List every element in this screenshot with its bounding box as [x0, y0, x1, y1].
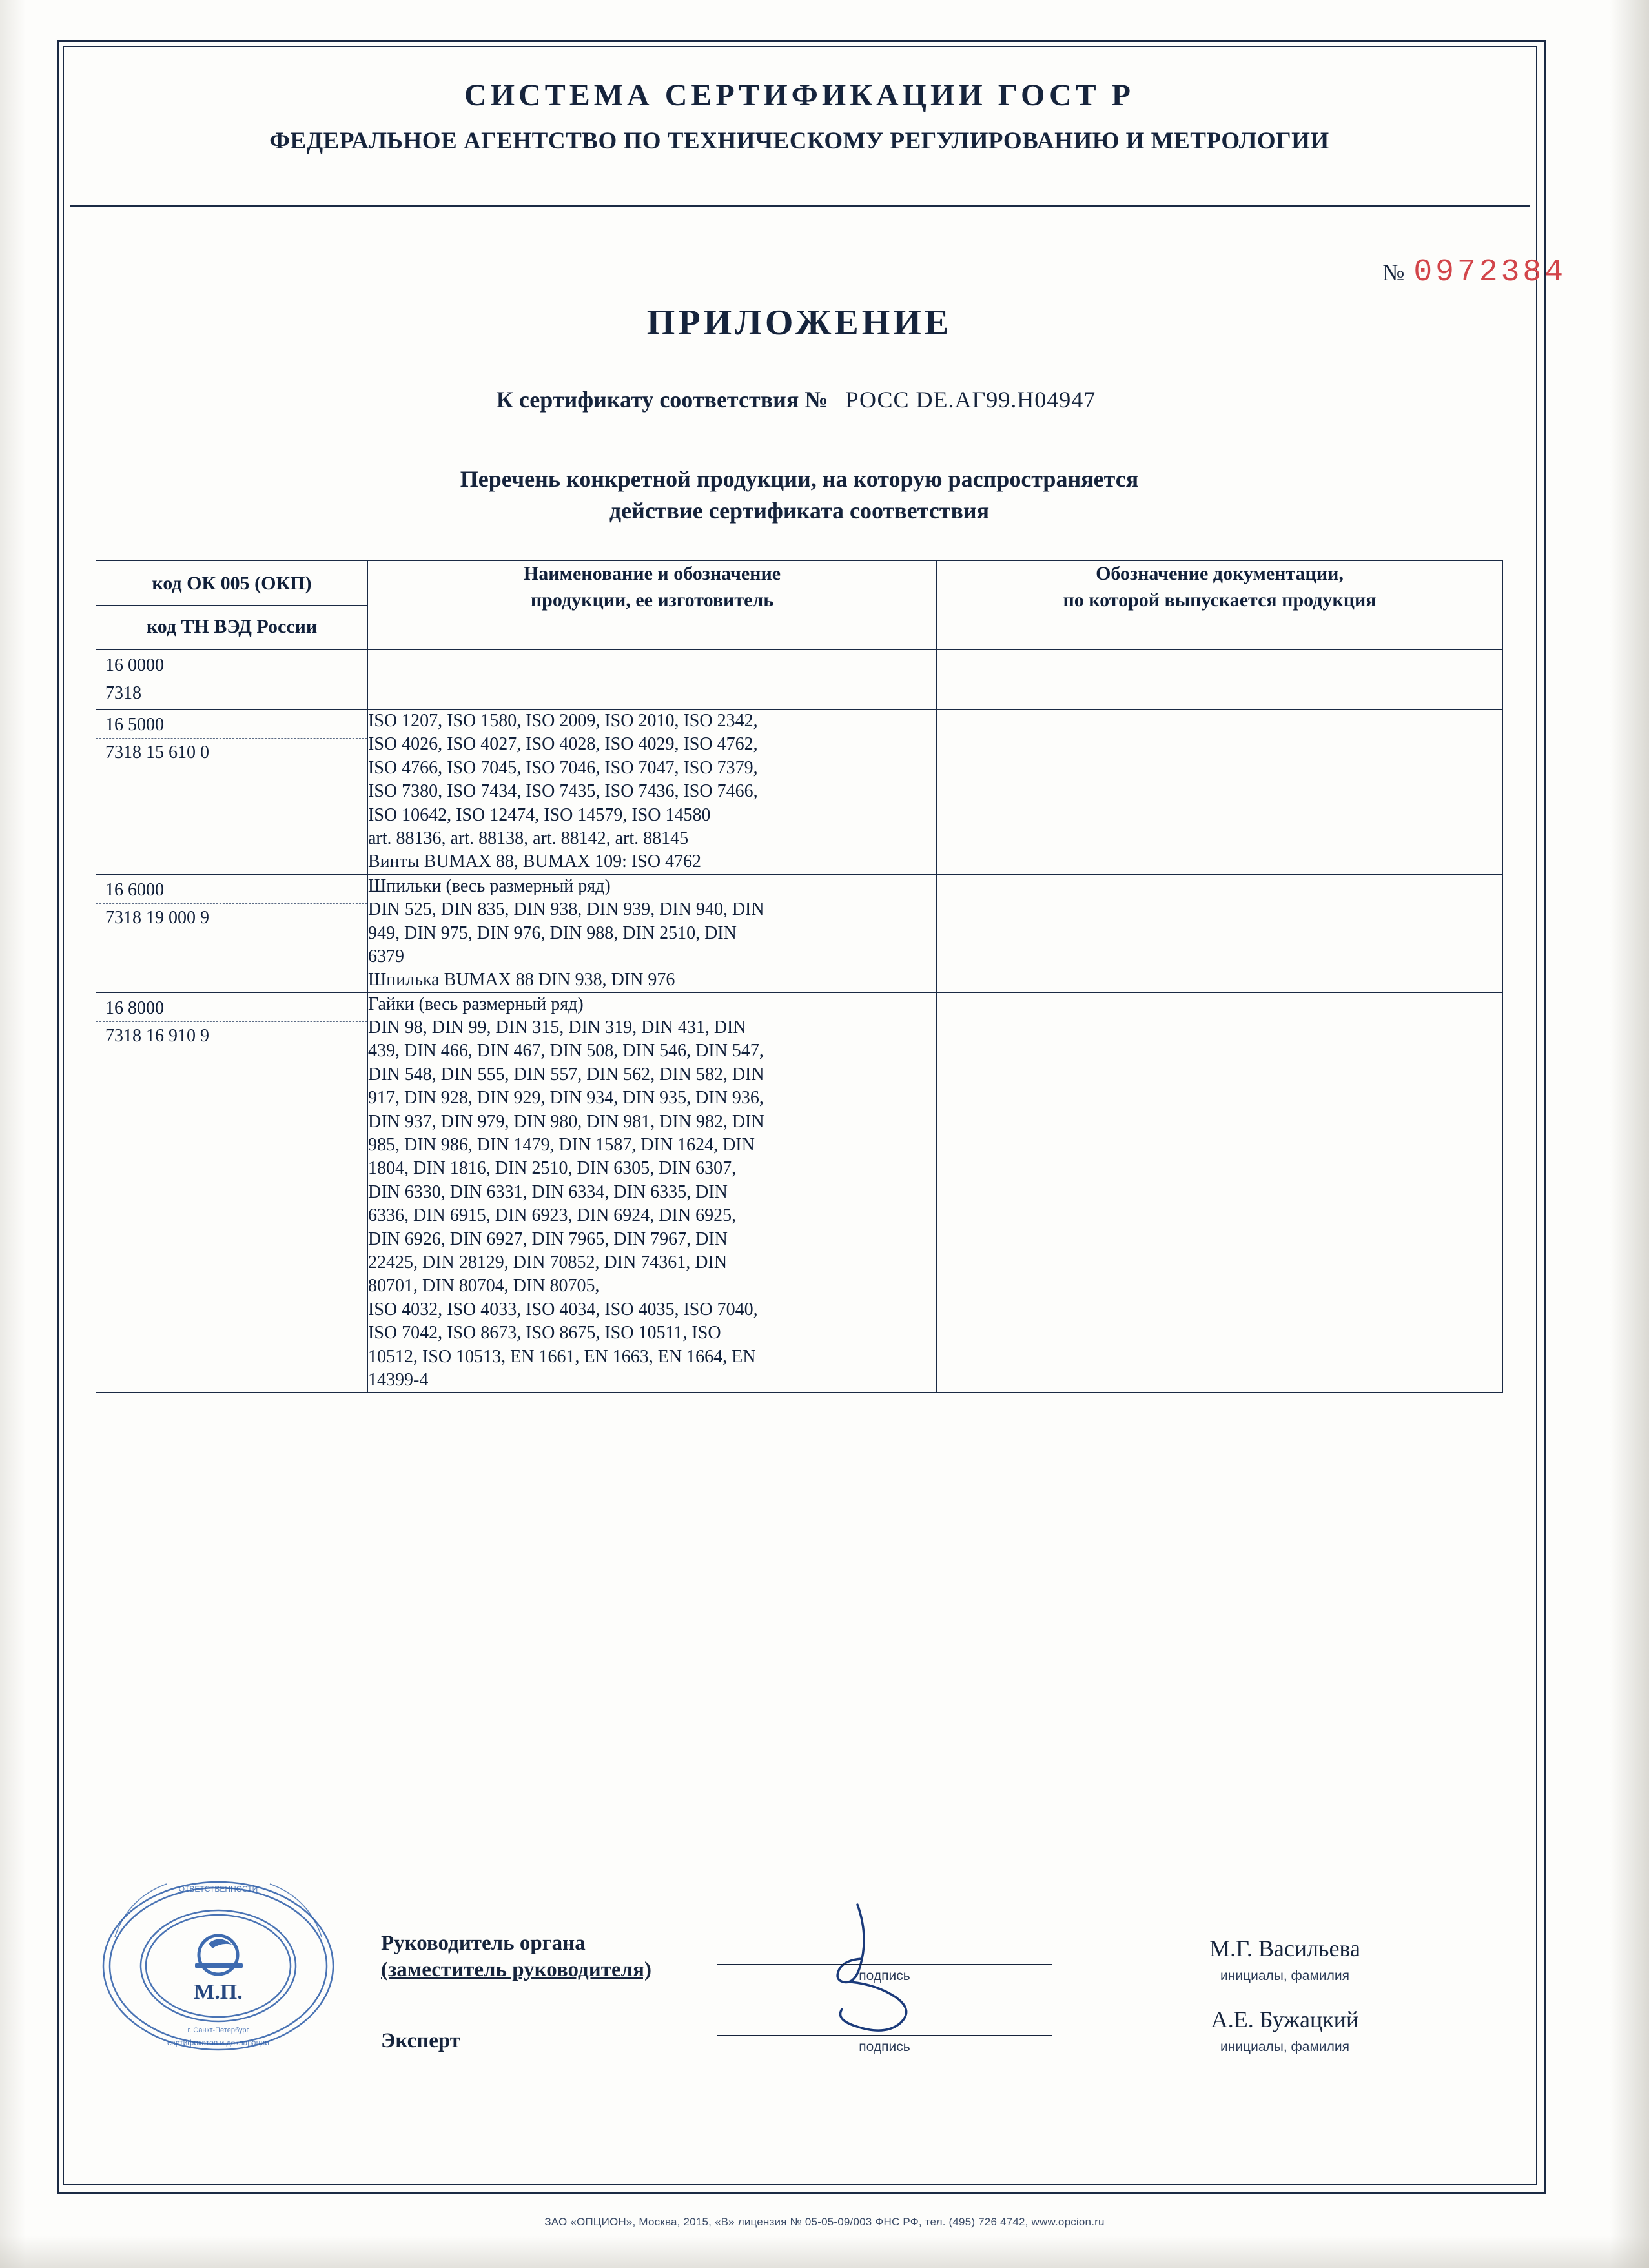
table-row: [96, 874, 1503, 992]
signature-role-head-line2: (заместитель руководителя): [381, 1958, 651, 1982]
product-table: [96, 560, 1503, 1393]
serial-number: [1382, 255, 1566, 290]
table-header-tnved: код ТН ВЭД России: [146, 616, 318, 637]
row-code-cell: [96, 710, 368, 875]
signature-block: [381, 1930, 1504, 2067]
signature-caption-head: подпись: [859, 1968, 910, 1983]
header-divider-thick: [70, 205, 1530, 207]
system-title: СИСТЕМА СЕРТИФИКАЦИИ ГОСТ Р: [464, 78, 1134, 112]
table-row: [96, 650, 1503, 710]
table-header-okp: код ОК 005 (ОКП): [96, 561, 367, 606]
signature-name-expert: [1078, 2006, 1491, 2055]
table-header-documentation-line2: по которой выпускается продукция: [1063, 589, 1377, 611]
signature-role-expert-line1: Эксперт: [381, 2029, 461, 2053]
signature-row-expert: [381, 2006, 1504, 2055]
table-header-product-name-line1: Наименование и обозначение: [523, 563, 781, 584]
product-name-line: 6336, DIN 6915, DIN 6923, DIN 6924, DIN 6925,: [368, 1205, 737, 1226]
serial-number-label: №: [1382, 260, 1405, 285]
signature-caption-expert: подпись: [859, 2039, 910, 2054]
product-name-line: 985, DIN 986, DIN 1479, DIN 1587, DIN 1624, DIN: [368, 1135, 755, 1156]
product-name-line: 10512, ISO 10513, EN 1661, EN 1663, EN 1664, EN: [368, 1346, 756, 1367]
product-name-line: DIN 98, DIN 99, DIN 315, DIN 319, DIN 431, DIN: [368, 1017, 746, 1038]
product-name-line: 22425, DIN 28129, DIN 70852, DIN 74361, DIN: [368, 1252, 728, 1272]
signature-name-expert-value: А.Е. Бужацкий: [1078, 2006, 1491, 2036]
product-name-line: Шпильки (весь размерный ряд): [368, 875, 611, 896]
svg-text:сертификатов и декларации: сертификатов и декларации: [167, 2038, 269, 2047]
document-subtitle-line1: Перечень конкретной продукции, на которую распространяется: [460, 466, 1139, 492]
signature-name-head: [1078, 1935, 1491, 1984]
product-name-line: DIN 525, DIN 835, DIN 938, DIN 939, DIN 940, DIN: [368, 899, 764, 920]
row-okp-code: 16 8000: [96, 993, 367, 1022]
certificate-reference-label: К сертификату соответствия №: [496, 387, 828, 413]
row-product-name: [368, 874, 937, 992]
row-code-cell: [96, 992, 368, 1393]
table-row: [96, 710, 1503, 875]
row-product-name: [368, 710, 937, 875]
stamp-graphic: [96, 1872, 341, 2059]
signature-role-head-line1: Руководитель органа: [381, 1932, 586, 1955]
table-header-row: [96, 561, 1503, 650]
row-product-name-lines: [368, 993, 936, 1393]
signature-name-head-value: М.Г. Васильева: [1078, 1935, 1491, 1965]
product-name-line: 917, DIN 928, DIN 929, DIN 934, DIN 935, DIN 936,: [368, 1088, 764, 1108]
product-name-line: DIN 6330, DIN 6331, DIN 6334, DIN 6335, DIN: [368, 1181, 728, 1202]
product-name-line: ISO 10642, ISO 12474, ISO 14579, ISO 14580: [368, 804, 711, 825]
document-subtitle-line2: действие сертификата соответствия: [609, 497, 990, 524]
row-tnved-code: 7318: [105, 683, 141, 703]
row-documentation: [937, 874, 1503, 992]
row-product-name-lines: [368, 710, 936, 874]
product-name-line: DIN 937, DIN 979, DIN 980, DIN 981, DIN 982, DIN: [368, 1111, 764, 1132]
row-code-cell: [96, 874, 368, 992]
row-documentation: [937, 650, 1503, 710]
svg-text:М.П.: М.П.: [194, 1980, 243, 2004]
product-name-line: 6379: [368, 946, 404, 966]
product-name-line: DIN 6926, DIN 6927, DIN 7965, DIN 7967, DIN: [368, 1229, 728, 1249]
official-stamp: [96, 1872, 341, 2059]
product-name-line: Винты BUMAX 88, BUMAX 109: ISO 4762: [368, 852, 702, 872]
product-name-line: 949, DIN 975, DIN 976, DIN 988, DIN 2510, DIN: [368, 923, 737, 943]
product-name-line: Шпилька BUMAX 88 DIN 938, DIN 976: [368, 970, 675, 990]
product-name-line: 439, DIN 466, DIN 467, DIN 508, DIN 546, DIN 547,: [368, 1041, 764, 1061]
product-name-line: DIN 548, DIN 555, DIN 557, DIN 562, DIN 582, DIN: [368, 1064, 764, 1085]
agency-title: ФЕДЕРАЛЬНОЕ АГЕНТСТВО ПО ТЕХНИЧЕСКОМУ РЕГУЛИРОВАНИЮ И МЕТРОЛОГИИ: [269, 128, 1329, 154]
table-header-product-name-line2: продукции, ее изготовитель: [530, 589, 774, 611]
product-name-line: 1804, DIN 1816, DIN 2510, DIN 6305, DIN 6307,: [368, 1158, 737, 1179]
signature-name-head-caption: инициалы, фамилия: [1220, 1968, 1349, 1983]
product-name-line: Гайки (весь размерный ряд): [368, 994, 584, 1014]
product-name-line: ISO 4026, ISO 4027, ISO 4028, ISO 4029, ISO 4762,: [368, 734, 758, 755]
row-okp-code: 16 5000: [96, 710, 367, 739]
row-product-name-lines: [368, 875, 936, 992]
table-header-product-name: [368, 561, 937, 650]
row-product-name: [368, 992, 937, 1393]
product-name-line: 14399-4: [368, 1369, 429, 1390]
product-name-line: ISO 4766, ISO 7045, ISO 7046, ISO 7047, ISO 7379,: [368, 757, 758, 778]
signature-row-head: [381, 1930, 1504, 1984]
row-code-cell: [96, 650, 368, 710]
product-name-line: 80701, DIN 80704, DIN 80705,: [368, 1276, 600, 1296]
paper-edge-shadow-left: [0, 0, 26, 2268]
signature-rule-expert: [717, 2035, 1052, 2036]
row-documentation: [937, 992, 1503, 1393]
table-row: [96, 992, 1503, 1393]
product-name-line: ISO 7042, ISO 8673, ISO 8675, ISO 10511, ISO: [368, 1323, 721, 1343]
signature-role-head: [381, 1930, 717, 1984]
signature-role-expert: [381, 2028, 717, 2054]
row-documentation: [937, 710, 1503, 875]
signature-name-expert-caption: инициалы, фамилия: [1220, 2039, 1349, 2054]
svg-text:г. Санкт-Петербург: г. Санкт-Петербург: [187, 2027, 249, 2034]
product-name-line: ISO 7380, ISO 7434, ISO 7435, ISO 7436, ISO 7466,: [368, 781, 758, 802]
product-name-line: ISO 4032, ISO 4033, ISO 4034, ISO 4035, ISO 7040,: [368, 1299, 758, 1320]
row-tnved-code: 7318 19 000 9: [105, 907, 209, 928]
page-title: ПРИЛОЖЕНИЕ: [646, 303, 952, 343]
row-tnved-code: 7318 16 910 9: [105, 1025, 209, 1046]
svg-text:ОТВЕТСТВЕННОСТИ: ОТВЕТСТВЕННОСТИ: [178, 1885, 258, 1894]
certificate-reference: [63, 386, 1535, 413]
document-header: [63, 46, 1535, 155]
product-name-line: art. 88136, art. 88138, art. 88142, art. 88145: [368, 828, 689, 848]
document-subtitle: [63, 464, 1535, 526]
paper-edge-shadow-right: [1610, 0, 1649, 2268]
product-name-line: ISO 1207, ISO 1580, ISO 2009, ISO 2010, ISO 2342,: [368, 711, 758, 731]
row-product-name: [368, 650, 937, 710]
row-tnved-code: 7318 15 610 0: [105, 742, 209, 762]
table-header-documentation-line1: Обозначение документации,: [1096, 563, 1344, 584]
certificate-number: РОСС DE.АГ99.Н04947: [839, 387, 1103, 414]
row-okp-code: 16 0000: [96, 650, 367, 679]
paper-edge-shadow-bottom: [0, 2236, 1649, 2268]
signature-rule-head: [717, 1964, 1052, 1965]
printer-footer-note: ЗАО «ОПЦИОН», Москва, 2015, «В» лицензия № 05-05-09/003 ФНС РФ, тел. (495) 726 4742, www.opcion.ru: [544, 2216, 1105, 2228]
table-header-code: [96, 561, 368, 650]
serial-number-value: 0972384: [1413, 255, 1566, 290]
table-header-documentation: [937, 561, 1503, 650]
signature-line-expert: [717, 2035, 1052, 2055]
signature-line-head: [717, 1964, 1052, 1984]
row-okp-code: 16 6000: [96, 875, 367, 904]
